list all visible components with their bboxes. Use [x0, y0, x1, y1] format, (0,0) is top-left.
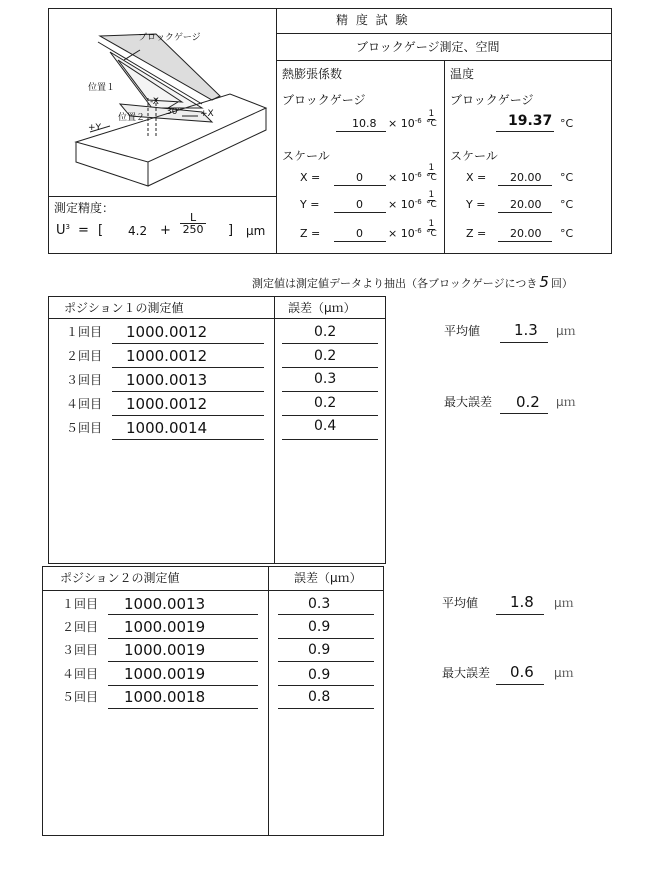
- title-divider: [276, 33, 612, 34]
- diagram-label-angle: 30°: [166, 107, 182, 117]
- position1-col-divider: [274, 296, 275, 564]
- p2-avg-value: 1.8: [510, 593, 534, 611]
- temp-y-underline: [498, 212, 552, 213]
- accuracy-fraction: $\frac{L}{250}$: [180, 212, 206, 235]
- position2-header-divider: [42, 590, 384, 591]
- temp-x-label: X =: [466, 171, 487, 184]
- thermal-x-frac: $\frac{1}{^\circ C}$: [426, 163, 437, 183]
- p1-row5-error-line: [282, 439, 378, 440]
- page-title: 精 度 試 験: [336, 13, 410, 27]
- position2-header: ポジション２の測定値: [60, 571, 180, 585]
- p1-row4-value: 1000.0012: [126, 395, 208, 413]
- p1-row2-error: 0.2: [314, 348, 337, 364]
- thermal-block-value: 10.8: [352, 117, 377, 130]
- p1-max-label: 最大誤差: [444, 395, 493, 409]
- p1-max-unit: μｍ: [556, 395, 576, 409]
- temp-y-label: Y =: [466, 198, 486, 211]
- accuracy-open: [: [98, 223, 104, 238]
- accuracy-unit: μm: [246, 224, 266, 238]
- thermal-block-underline: [336, 131, 386, 132]
- position1-error-header: 誤差（μｍ）: [288, 301, 356, 315]
- p2-row1-error: 0.3: [308, 596, 331, 612]
- p1-row1-value-line: [112, 343, 264, 344]
- p2-row5-error: 0.8: [308, 689, 331, 705]
- position2-col-divider: [268, 566, 269, 836]
- accuracy-close: ]: [228, 223, 234, 238]
- thermal-y-underline: [334, 212, 386, 213]
- p1-row3-value-line: [112, 391, 264, 392]
- p2-row5-label: ５回目: [62, 690, 99, 704]
- p2-avg-unit: μｍ: [554, 596, 574, 610]
- p1-row2-value-line: [112, 367, 264, 368]
- p1-row3-error-line: [282, 391, 378, 392]
- p2-row2-error: 0.9: [308, 619, 331, 635]
- thermal-temp-divider: [444, 60, 445, 254]
- p2-row5-value-line: [108, 708, 258, 709]
- temp-block-value: 19.37: [508, 113, 553, 129]
- p2-row2-value: 1000.0019: [124, 618, 206, 636]
- p2-max-value: 0.6: [510, 663, 534, 681]
- p1-row1-label: １回目: [66, 325, 103, 339]
- thermal-x-value: 0: [356, 171, 363, 184]
- temp-scale-label: スケール: [450, 149, 498, 163]
- p2-row5-value: 1000.0018: [124, 688, 206, 706]
- p2-row4-error: 0.9: [308, 667, 331, 683]
- temp-block-label: ブロックゲージ: [450, 93, 534, 107]
- p1-max-underline: [500, 413, 548, 414]
- accuracy-const: 4.2: [128, 224, 148, 238]
- p1-row3-label: ３回目: [66, 373, 103, 387]
- p2-avg-underline: [496, 614, 544, 615]
- position1-header-divider: [48, 318, 386, 319]
- temp-z-underline: [498, 241, 552, 242]
- p2-max-unit: μｍ: [554, 666, 574, 680]
- p2-row1-value-line: [108, 614, 258, 615]
- p2-row2-value-line: [108, 638, 258, 639]
- diagram-label-plus-x: +X: [200, 109, 214, 119]
- p1-row1-error: 0.2: [314, 324, 337, 340]
- thermal-block-label: ブロックゲージ: [282, 93, 366, 107]
- p2-row4-error-line: [278, 685, 374, 686]
- p1-avg-label: 平均値: [444, 324, 481, 338]
- thermal-z-coef: × $10^{-6}$: [388, 227, 422, 240]
- page-subtitle: ブロックゲージ測定、空間: [356, 40, 500, 54]
- p2-row1-value: 1000.0013: [124, 595, 206, 613]
- thermal-x-label: X =: [300, 171, 321, 184]
- p1-avg-value: 1.3: [514, 321, 538, 339]
- p2-row2-error-line: [278, 638, 374, 639]
- thermal-z-label: Z =: [300, 227, 321, 240]
- accuracy-eq: =: [78, 223, 89, 238]
- thermal-z-underline: [334, 241, 386, 242]
- p1-row3-error: 0.3: [314, 371, 337, 387]
- p1-max-value: 0.2: [516, 393, 540, 411]
- p2-row1-label: １回目: [62, 597, 99, 611]
- thermal-scale-label: スケール: [282, 149, 330, 163]
- p1-row4-error: 0.2: [314, 395, 337, 411]
- p1-row5-value-line: [112, 439, 264, 440]
- thermal-y-frac: $\frac{1}{^\circ C}$: [426, 190, 437, 210]
- p1-avg-unit: μｍ: [556, 324, 576, 338]
- temp-x-underline: [498, 185, 552, 186]
- top-left-divider: [276, 8, 277, 254]
- accuracy-plus: +: [160, 223, 171, 238]
- thermal-y-coef: × $10^{-6}$: [388, 198, 422, 211]
- p2-row4-value: 1000.0019: [124, 665, 206, 683]
- temp-z-unit: °C: [560, 227, 574, 240]
- extraction-note: 測定値は測定値データより抽出（各ブロックゲージにつき 5 回）: [252, 273, 573, 291]
- diagram-label-minus-x: -X: [150, 97, 159, 107]
- diagram-label-blockgauge: ブロックゲージ: [138, 33, 201, 43]
- p1-row4-value-line: [112, 415, 264, 416]
- p2-row1-error-line: [278, 614, 374, 615]
- p1-row4-error-line: [282, 415, 378, 416]
- p2-row3-value-line: [108, 661, 258, 662]
- temp-x-unit: °C: [560, 171, 574, 184]
- thermal-title: 熱膨張係数: [282, 67, 343, 81]
- p2-avg-label: 平均値: [442, 596, 479, 610]
- temp-block-underline: [496, 131, 554, 132]
- p1-row3-value: 1000.0013: [126, 371, 208, 389]
- p2-row2-label: ２回目: [62, 620, 99, 634]
- p2-row4-label: ４回目: [62, 667, 99, 681]
- thermal-y-label: Y =: [300, 198, 320, 211]
- p1-row2-label: ２回目: [66, 349, 103, 363]
- temp-x-value: 20.00: [510, 171, 542, 184]
- temp-title: 温度: [450, 67, 475, 81]
- position1-header: ポジション１の測定値: [64, 301, 184, 315]
- accuracy-lhs: $U^3$: [56, 223, 70, 238]
- diagram-label-pos2: 位置２: [118, 113, 146, 123]
- p2-row3-error: 0.9: [308, 642, 331, 658]
- p2-row3-value: 1000.0019: [124, 641, 206, 659]
- p2-row4-value-line: [108, 685, 258, 686]
- diagram-label-pos1: 位置１: [88, 83, 116, 93]
- p1-row4-label: ４回目: [66, 397, 103, 411]
- accuracy-label: 測定精度：: [54, 201, 115, 215]
- p1-row5-label: ５回目: [66, 421, 103, 435]
- temp-y-value: 20.00: [510, 198, 542, 211]
- thermal-x-coef: × $10^{-6}$: [388, 171, 422, 184]
- thermal-block-frac: $\frac{1}{^\circ C}$: [426, 109, 437, 129]
- thermal-block-coef: × $10^{-6}$: [388, 117, 422, 130]
- thermal-z-frac: $\frac{1}{^\circ C}$: [426, 219, 437, 239]
- temp-z-value: 20.00: [510, 227, 542, 240]
- position2-error-header: 誤差（μｍ）: [294, 571, 362, 585]
- p2-max-underline: [496, 684, 544, 685]
- p1-row5-error: 0.4: [314, 418, 337, 434]
- temp-y-unit: °C: [560, 198, 574, 211]
- p2-row3-error-line: [278, 661, 374, 662]
- temp-block-unit: °C: [560, 117, 574, 130]
- thermal-y-value: 0: [356, 198, 363, 211]
- diagram-divider: [48, 196, 276, 197]
- thermal-z-value: 0: [356, 227, 363, 240]
- p1-row2-value: 1000.0012: [126, 347, 208, 365]
- p1-row1-error-line: [282, 343, 378, 344]
- p1-avg-underline: [500, 342, 548, 343]
- p1-row1-value: 1000.0012: [126, 323, 208, 341]
- p1-row2-error-line: [282, 367, 378, 368]
- p2-row3-label: ３回目: [62, 643, 99, 657]
- thermal-x-underline: [334, 185, 386, 186]
- temp-z-label: Z =: [466, 227, 487, 240]
- p1-row5-value: 1000.0014: [126, 419, 208, 437]
- p2-max-label: 最大誤差: [442, 666, 491, 680]
- p2-row5-error-line: [278, 708, 374, 709]
- diagram-label-plus-y: +Y: [88, 123, 102, 133]
